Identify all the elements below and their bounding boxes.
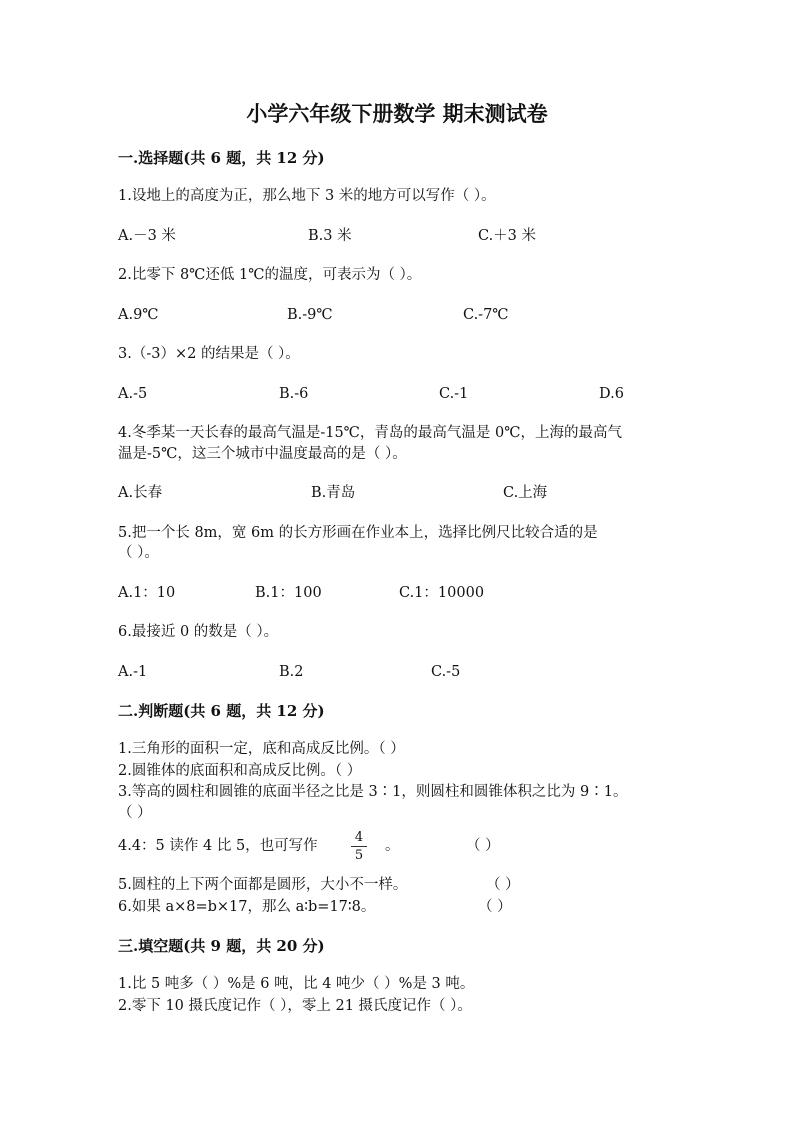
fill-in-2: 2.零下 10 摄氏度记作（ ），零上 21 摄氏度记作（ ）。 <box>118 998 472 1014</box>
question-3-stem: 3.（-3）×2 的结果是（ ）。 <box>118 346 300 362</box>
judgement-6: 6.如果 a×8=b×17，那么 a∶b=17∶8。 <box>118 899 376 915</box>
page-title: 小学六年级下册数学 期末测试卷 <box>246 101 548 126</box>
judgement-4-answer-blank: （ ） <box>466 838 500 854</box>
question-2-option-b: B.-9℃ <box>287 307 333 323</box>
question-6-option-a: A.-1 <box>118 664 148 680</box>
question-4-option-a: A.长春 <box>118 485 163 501</box>
section-heading-fill-in: 三.填空题(共 9 题，共 20 分) <box>118 937 325 955</box>
question-5-option-c: C.1：10000 <box>399 585 485 601</box>
question-6-option-b: B.2 <box>279 664 304 680</box>
question-1-stem: 1.设地上的高度为正，那么地下 3 米的地方可以写作（ ）。 <box>118 188 496 204</box>
fraction-four-fifths <box>349 830 369 863</box>
question-6-stem: 6.最接近 0 的数是（ ）。 <box>118 624 279 640</box>
question-3-option-c: C.-1 <box>439 386 469 402</box>
question-1-option-c: C.＋3 米 <box>478 228 537 244</box>
fraction-denominator: 5 <box>354 848 364 863</box>
judgement-4-period: 。 <box>385 838 400 854</box>
question-1-option-b: B.3 米 <box>308 228 352 244</box>
fraction-numerator: 4 <box>354 830 364 845</box>
question-5-stem-line2: （ ）。 <box>118 545 159 561</box>
judgement-6-answer-blank: （ ） <box>478 899 512 915</box>
question-5-stem-line1: 5.把一个长 8m，宽 6m 的长方形画在作业本上，选择比例尺比较合适的是 <box>118 525 598 541</box>
question-2-stem: 2.比零下 8℃还低 1℃的温度，可表示为（ ）。 <box>118 267 422 283</box>
judgement-5: 5.圆柱的上下两个面都是圆形，大小不一样。 <box>118 877 408 893</box>
question-2-option-a: A.9℃ <box>118 307 159 323</box>
fraction-bar <box>351 846 367 847</box>
fill-in-1: 1.比 5 吨多（ ）%是 6 吨，比 4 吨少（ ）%是 3 吨。 <box>118 976 475 992</box>
section-heading-choice: 一.选择题(共 6 题，共 12 分) <box>118 149 325 167</box>
question-2-option-c: C.-7℃ <box>463 307 509 323</box>
question-3-option-d: D.6 <box>599 386 624 402</box>
question-4-option-b: B.青岛 <box>311 485 356 501</box>
question-1-option-a: A.－3 米 <box>118 228 176 244</box>
question-4-option-c: C.上海 <box>503 485 548 501</box>
question-3-option-a: A.-5 <box>118 386 148 402</box>
question-6-option-c: C.-5 <box>431 664 461 680</box>
judgement-2: 2.圆锥体的底面积和高成反比例。（ ） <box>118 763 362 779</box>
judgement-3-line1: 3.等高的圆柱和圆锥的底面半径之比是 3∶1，则圆柱和圆锥体积之比为 9∶1。 <box>118 784 628 800</box>
section-heading-judgement: 二.判断题(共 6 题，共 12 分) <box>118 702 325 720</box>
judgement-1: 1.三角形的面积一定，底和高成反比例。（ ） <box>118 741 405 757</box>
judgement-4-text: 4.4：5 读作 4 比 5，也可写作 <box>118 838 318 854</box>
question-4-stem-line2: 温是-5℃，这三个城市中温度最高的是（ ）。 <box>118 446 407 462</box>
question-5-option-a: A.1：10 <box>118 585 176 601</box>
judgement-5-answer-blank: （ ） <box>486 877 520 893</box>
question-3-option-b: B.-6 <box>279 386 309 402</box>
question-5-option-b: B.1：100 <box>255 585 322 601</box>
judgement-3-line2: （ ） <box>118 805 152 821</box>
question-4-stem-line1: 4.冬季某一天长春的最高气温是-15℃，青岛的最高气温是 0℃，上海的最高气 <box>118 425 622 441</box>
